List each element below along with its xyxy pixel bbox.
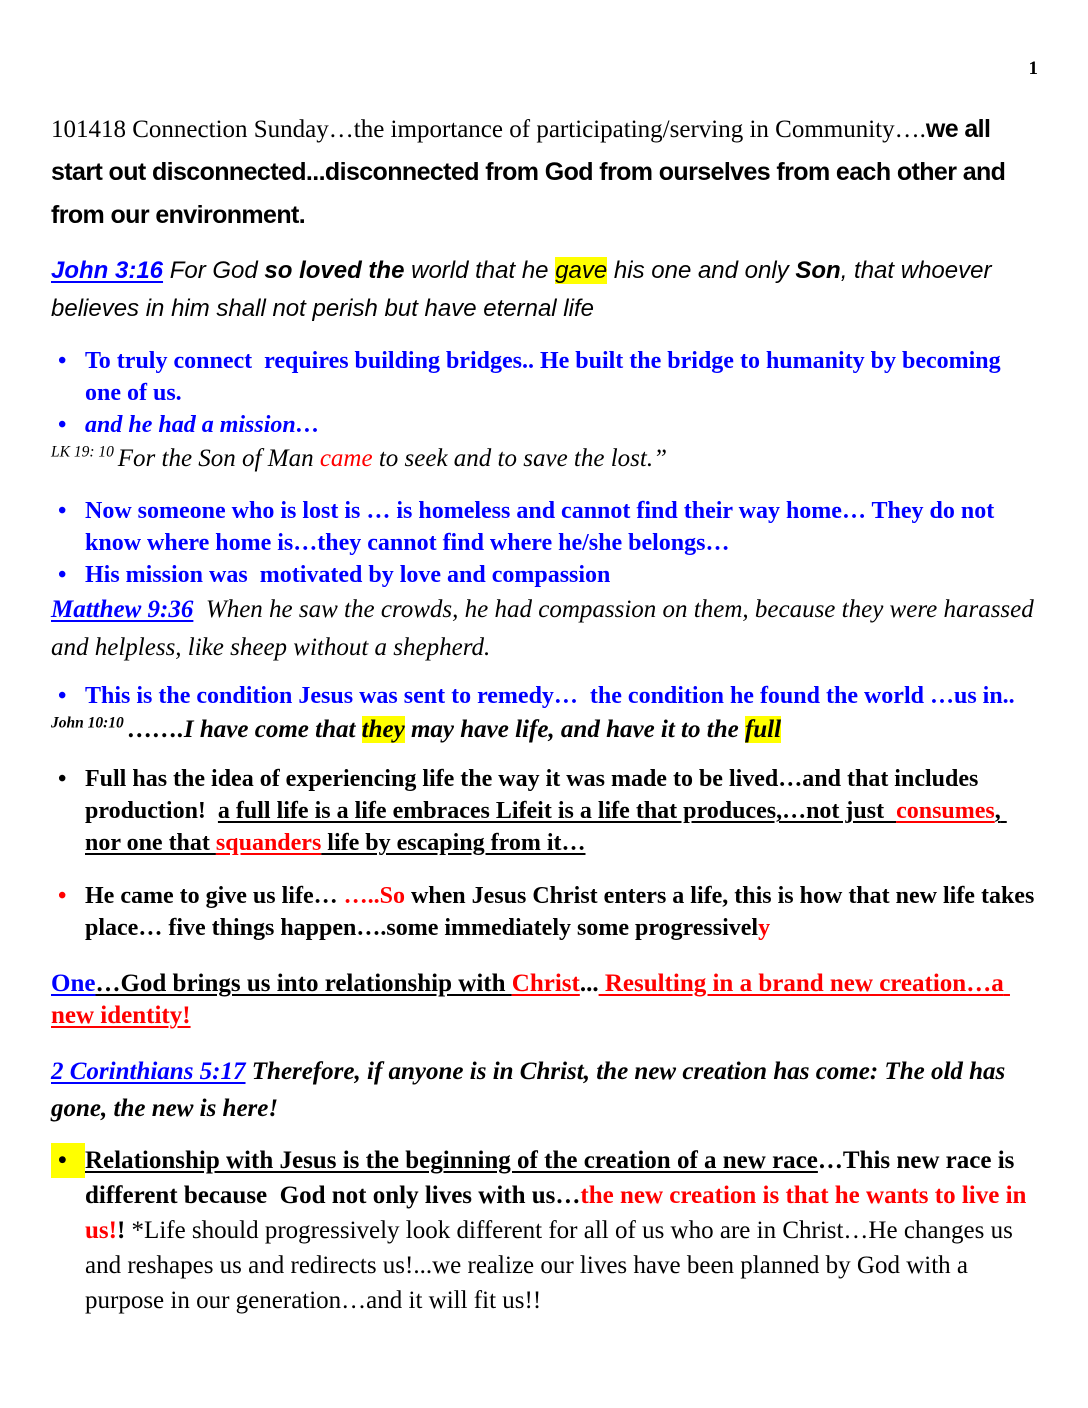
text-segment: His mission was motivated by love and compassion bbox=[85, 562, 611, 588]
text-run bbox=[85, 495, 1036, 559]
text-run bbox=[51, 716, 781, 743]
text-segment: his one and only bbox=[607, 257, 796, 284]
text-segment: so loved the bbox=[264, 257, 405, 284]
point-one bbox=[51, 968, 1036, 1032]
text-segment: , that whoever believes in him shall not perish but have eternal life bbox=[51, 257, 999, 322]
text-segment: *Life should progressively look different for all of us who are in Christ…He changes us and reshapes us and redirects us!...we realize our lives have been planned by God with a purpose in our generation…and it will fit us!! bbox=[85, 1217, 1020, 1314]
text-segment: For God bbox=[163, 257, 265, 284]
text-segment: gave bbox=[555, 257, 608, 284]
text-run bbox=[51, 970, 1010, 1029]
text-segment: life by escaping from it… bbox=[321, 830, 586, 856]
text-segment: when Jesus Christ enters a life, this is how that new life takes place… five things happen….some immediately some progressivel bbox=[85, 883, 1041, 941]
bullet-marker: • bbox=[58, 883, 67, 909]
page-number: 1 bbox=[1028, 58, 1038, 79]
text-segment: squanders bbox=[215, 830, 322, 856]
text-segment: …..So bbox=[343, 883, 405, 909]
bullet-mission bbox=[51, 409, 1036, 441]
text-segment: they bbox=[361, 716, 405, 743]
text-segment: Now someone who is lost is … is homeless and cannot find their way home… They do not know where home is…they cannot find where he/she belongs… bbox=[85, 498, 1001, 556]
text-run bbox=[85, 559, 1036, 591]
corinthians-5-17-verse bbox=[51, 1053, 1036, 1127]
john-10-10-verse bbox=[51, 712, 1036, 748]
opening-paragraph bbox=[51, 108, 1036, 237]
text-segment: to seek and to save the lost.” bbox=[372, 445, 667, 472]
john-3-16-verse bbox=[51, 252, 1036, 328]
text-segment: Son bbox=[795, 257, 841, 284]
text-segment: we all start out disconnected...disconnected from God from ourselves from each other and from our environment. bbox=[51, 115, 1012, 229]
text-run bbox=[85, 409, 1036, 441]
text-run bbox=[51, 257, 998, 322]
text-segment: He came to give us life… bbox=[85, 883, 344, 909]
text-segment: a full life is a life embraces Lifeit is a life that produces,…not just bbox=[217, 798, 897, 824]
text-segment: For the Son of Man bbox=[117, 445, 320, 472]
bullet-five-things bbox=[51, 880, 1041, 944]
text-run bbox=[51, 596, 1040, 661]
text-segment: ... bbox=[579, 970, 599, 997]
text-segment: Resulting in a brand new creation…a new identity! bbox=[51, 970, 1010, 1029]
bullet-full-life bbox=[51, 763, 1036, 859]
text-segment: Christ bbox=[511, 970, 580, 997]
text-segment: …God brings us into relationship with bbox=[95, 970, 512, 997]
text-run bbox=[85, 763, 1036, 859]
bullet-bridges bbox=[51, 345, 1036, 409]
bullet-lost bbox=[51, 495, 1036, 559]
bullet-marker: • bbox=[58, 683, 67, 709]
bullet-marker: • bbox=[58, 348, 67, 374]
verse-reference: John 10:10 bbox=[51, 714, 128, 732]
text-run bbox=[85, 680, 1036, 712]
text-segment: To truly connect requires building bridges.. He built the bridge to humanity by becoming one of us. bbox=[85, 348, 1007, 406]
text-segment: This is the condition Jesus was sent to remedy… the condition he found the world …us in.. bbox=[85, 683, 1015, 709]
text-segment: 101418 Connection Sunday…the importance of participating/serving in Community…. bbox=[51, 116, 926, 143]
text-run bbox=[51, 445, 667, 472]
text-segment: came bbox=[319, 445, 373, 472]
document-content bbox=[51, 108, 1041, 1318]
bullet-marker: • bbox=[58, 562, 67, 588]
text-run bbox=[51, 116, 1012, 229]
text-run bbox=[51, 1058, 1012, 1122]
verse-reference: LK 19: 10 bbox=[51, 443, 118, 461]
text-segment: full bbox=[744, 716, 782, 743]
text-segment: the new creation is that he wants to live in us! bbox=[85, 1182, 1033, 1244]
bullet-motivated bbox=[51, 559, 1036, 591]
text-segment: and he had a mission… bbox=[85, 412, 320, 438]
text-segment: ! bbox=[116, 1217, 126, 1244]
verse-reference: Matthew 9:36 bbox=[51, 596, 194, 623]
bullet-marker: • bbox=[58, 412, 67, 438]
text-run bbox=[85, 1143, 1036, 1318]
verse-reference: 2 Corinthians 5:17 bbox=[51, 1058, 246, 1085]
text-segment: When he saw the crowds, he had compassion on them, because they were harassed and helpless, like sheep without a shepherd. bbox=[51, 596, 1040, 661]
text-segment: , nor one that bbox=[85, 798, 1007, 856]
text-segment: may have life, and have it to the bbox=[404, 716, 745, 743]
luke-19-10-verse bbox=[51, 441, 1036, 477]
bullet-condition bbox=[51, 680, 1036, 712]
text-segment: Therefore, if anyone is in Christ, the new creation has come: The old has gone, the new is here! bbox=[51, 1058, 1012, 1122]
text-segment: world that he bbox=[404, 257, 556, 284]
bullet-marker: • bbox=[51, 1143, 85, 1178]
text-segment: …….I have come that bbox=[127, 716, 362, 743]
text-run bbox=[85, 345, 1036, 409]
text-run bbox=[85, 880, 1041, 944]
bullet-marker: • bbox=[58, 766, 67, 792]
matthew-9-36-verse bbox=[51, 591, 1040, 667]
text-segment: Full has the idea of experiencing life the way it was made to be lived…and that includes production! bbox=[85, 766, 985, 824]
text-segment: Relationship with Jesus is the beginning of the creation of a new race bbox=[85, 1147, 818, 1174]
text-segment: y bbox=[758, 915, 771, 941]
text-segment: …This new race is different because God not only lives with us… bbox=[85, 1147, 1021, 1209]
text-segment: One bbox=[51, 970, 96, 997]
bullet-new-race bbox=[51, 1143, 1036, 1318]
text-segment: consumes bbox=[896, 798, 995, 824]
bullet-marker: • bbox=[58, 498, 67, 524]
verse-reference: John 3:16 bbox=[51, 257, 164, 284]
